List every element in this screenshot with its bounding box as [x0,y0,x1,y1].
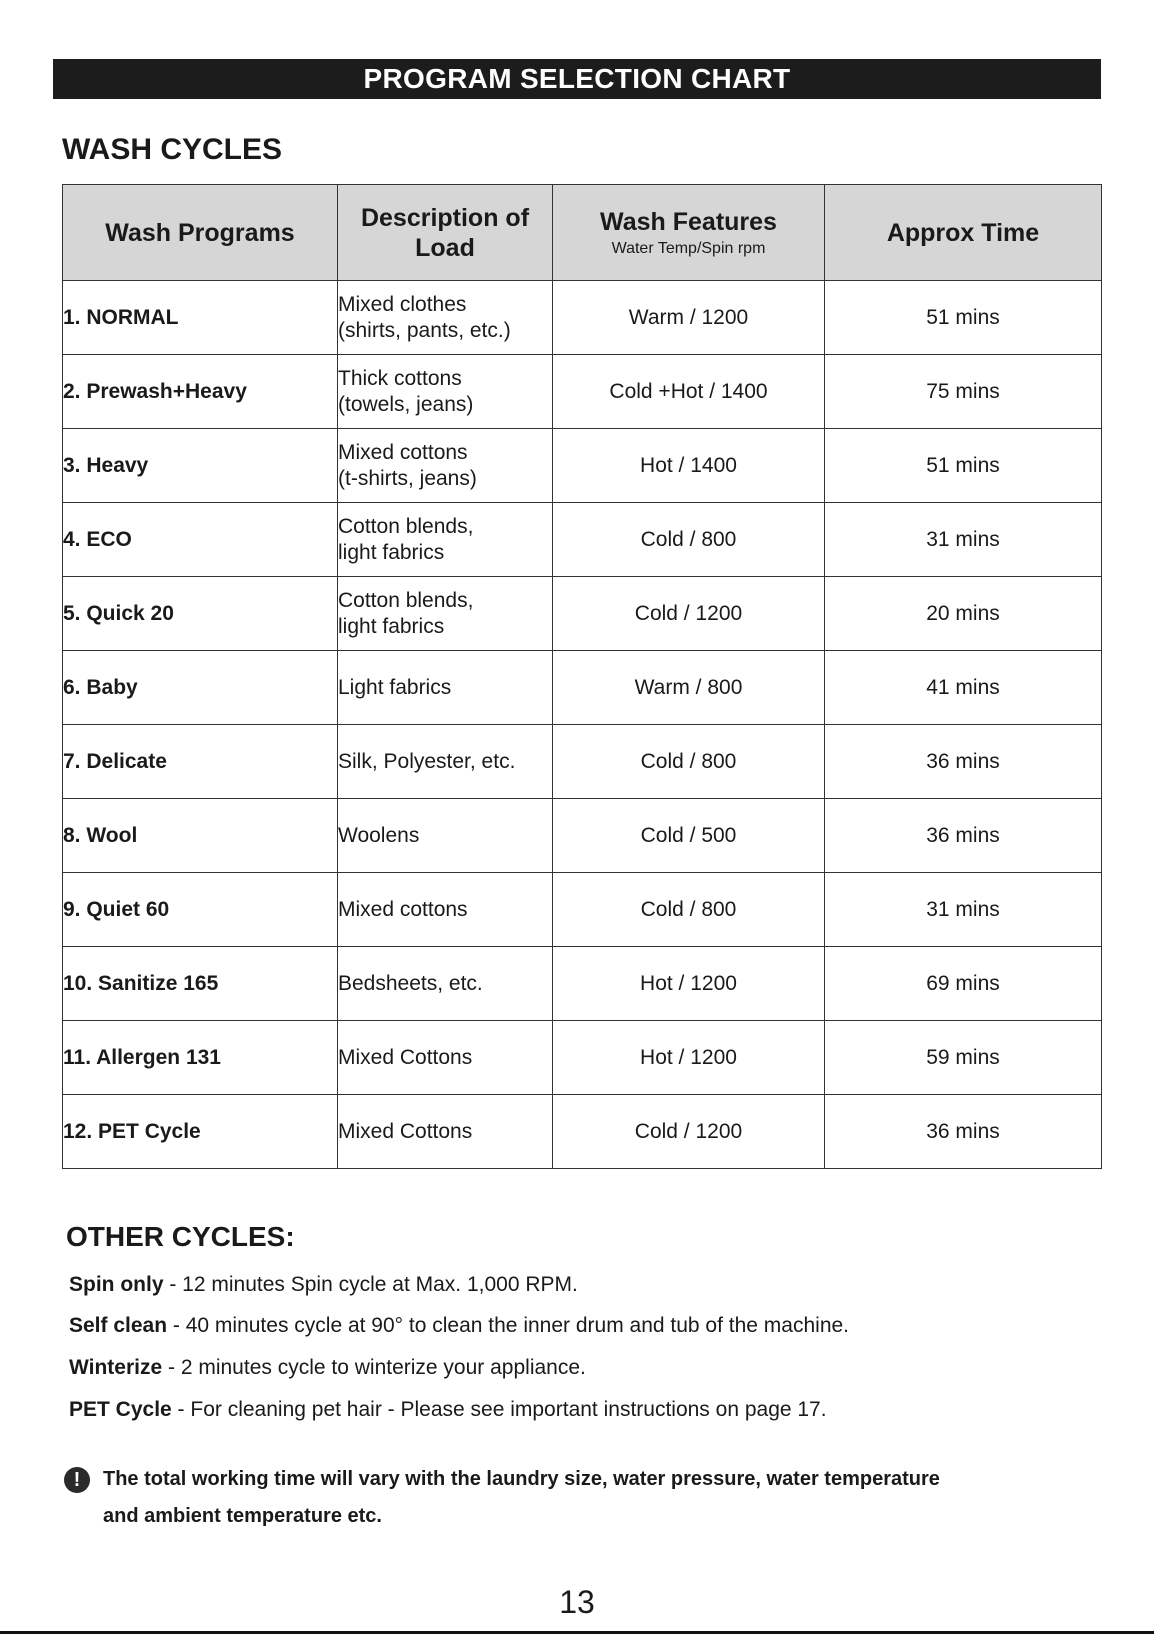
other-cycle-text: - For cleaning pet hair - Please see important instructions on page 17. [171,1398,827,1421]
page-number: 13 [559,1584,595,1620]
approx-time-cell: 69 mins [825,947,1102,1021]
load-description-line2: light fabrics [338,614,445,638]
table-row [63,1021,1102,1095]
load-description-line1: Silk, Polyester, etc. [338,749,516,773]
load-description-line2: (t-shirts, jeans) [338,466,477,490]
other-cycle-text: - 12 minutes Spin cycle at Max. 1,000 RPM. [163,1273,578,1296]
program-name-cell: 9. Quiet 60 [63,873,338,947]
approx-time-cell: 51 mins [825,429,1102,503]
table-row [63,651,1102,725]
wash-features-cell: Cold / 1200 [553,577,825,651]
load-description-cell [338,1021,553,1095]
wash-features-cell: Cold / 800 [553,503,825,577]
load-description-line1: Woolens [338,823,420,847]
approx-time-cell: 20 mins [825,577,1102,651]
table-row [63,873,1102,947]
note-line-1: The total working time will vary with the laundry size, water pressure, water temperature [103,1468,940,1490]
approx-time-cell: 75 mins [825,355,1102,429]
program-name-cell: 12. PET Cycle [63,1095,338,1169]
approx-time-cell: 31 mins [825,503,1102,577]
section-title-wash-cycles: WASH CYCLES [62,133,283,166]
program-name-cell: 10. Sanitize 165 [63,947,338,1021]
wash-features-cell: Hot / 1200 [553,1021,825,1095]
load-description-line2: (towels, jeans) [338,392,474,416]
other-cycle-name: Self clean [69,1314,168,1337]
load-description-line1: Mixed Cottons [338,1119,473,1143]
wash-features-cell: Cold / 800 [553,725,825,799]
load-description-cell [338,651,553,725]
program-name-cell: 2. Prewash+Heavy [63,355,338,429]
wash-features-cell: Warm / 800 [553,651,825,725]
table-row [63,281,1102,355]
load-description-cell [338,503,553,577]
load-description-cell [338,1095,553,1169]
header-features-title: Wash Features [600,207,777,236]
other-cycle-winterize [69,1356,586,1380]
wash-features-cell: Warm / 1200 [553,281,825,355]
wash-features-cell: Hot / 1200 [553,947,825,1021]
table-row [63,947,1102,1021]
table-row [63,577,1102,651]
wash-features-cell: Cold / 500 [553,799,825,873]
other-cycle-pet-cycle [69,1398,827,1422]
table-row [63,503,1102,577]
table-header-row [63,185,1102,281]
wash-features-cell: Cold / 1200 [553,1095,825,1169]
header-description-line2: Load [415,233,475,262]
header-description-line1: Description of [360,203,530,232]
wash-features-cell: Cold +Hot / 1400 [553,355,825,429]
header-approx-time: Approx Time [825,185,1102,281]
other-cycle-name: Winterize [69,1356,163,1379]
load-description-line2: light fabrics [338,540,445,564]
load-description-line1: Mixed cottons [338,441,468,465]
load-description-cell [338,873,553,947]
approx-time-cell: 31 mins [825,873,1102,947]
load-description-cell [338,281,553,355]
load-description-line1: Cotton blends, [338,589,474,613]
page-banner: PROGRAM SELECTION CHART [53,59,1101,99]
load-description-cell [338,947,553,1021]
table-row [63,1095,1102,1169]
header-features-subtitle: Water Temp/Spin rpm [611,239,766,257]
approx-time-cell: 36 mins [825,725,1102,799]
load-description-cell [338,725,553,799]
program-name-cell: 1. NORMAL [63,281,338,355]
program-name-cell: 8. Wool [63,799,338,873]
load-description-line1: Mixed Cottons [338,1045,473,1069]
program-name-cell: 5. Quick 20 [63,577,338,651]
other-cycle-self-clean [69,1314,849,1338]
other-cycle-name: PET Cycle [69,1398,172,1421]
load-description-line1: Mixed clothes [338,293,467,317]
program-name-cell: 7. Delicate [63,725,338,799]
other-cycles-title: OTHER CYCLES: [66,1221,295,1252]
note-line-2: and ambient temperature etc. [103,1505,382,1527]
header-description [338,185,553,281]
approx-time-cell: 51 mins [825,281,1102,355]
header-wash-programs: Wash Programs [63,185,338,281]
load-description-cell [338,355,553,429]
approx-time-cell: 36 mins [825,1095,1102,1169]
load-description-cell [338,577,553,651]
load-description-cell [338,429,553,503]
other-cycle-text: - 40 minutes cycle at 90° to clean the inner drum and tub of the machine. [167,1314,850,1337]
load-description-cell [338,799,553,873]
load-description-line1: Cotton blends, [338,515,474,539]
table-row [63,799,1102,873]
load-description-line1: Bedsheets, etc. [338,971,483,995]
approx-time-cell: 41 mins [825,651,1102,725]
other-cycle-spin-only [69,1273,578,1297]
load-description-line1: Light fabrics [338,675,452,699]
approx-time-cell: 59 mins [825,1021,1102,1095]
program-name-cell: 3. Heavy [63,429,338,503]
load-description-line2: (shirts, pants, etc.) [338,318,511,342]
other-cycle-text: - 2 minutes cycle to winterize your appliance. [162,1356,586,1379]
table-row [63,355,1102,429]
table-row [63,429,1102,503]
other-cycle-name: Spin only [69,1273,164,1296]
approx-time-cell: 36 mins [825,799,1102,873]
header-wash-features [553,185,825,281]
load-description-line1: Thick cottons [338,367,462,391]
program-name-cell: 4. ECO [63,503,338,577]
wash-features-cell: Cold / 800 [553,873,825,947]
table-row [63,725,1102,799]
wash-features-cell: Hot / 1400 [553,429,825,503]
exclamation-icon: ! [64,1467,90,1493]
program-name-cell: 6. Baby [63,651,338,725]
program-table [62,184,1102,1169]
program-name-cell: 11. Allergen 131 [63,1021,338,1095]
load-description-line1: Mixed cottons [338,897,468,921]
